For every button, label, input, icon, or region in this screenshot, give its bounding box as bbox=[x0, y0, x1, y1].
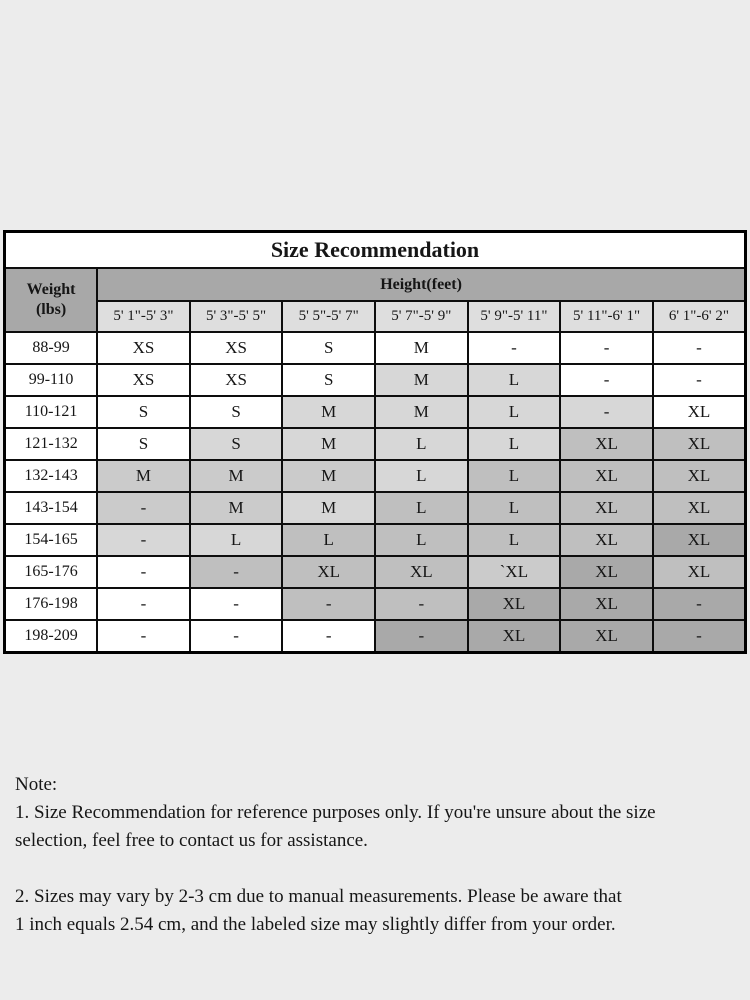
height-range-header-4: 5' 7"-5' 9" bbox=[375, 301, 468, 332]
size-cell: M bbox=[190, 460, 283, 492]
height-range-header-5: 5' 9"-5' 11" bbox=[468, 301, 561, 332]
height-range-header-1: 5' 1"-5' 3" bbox=[97, 301, 190, 332]
size-cell: XL bbox=[653, 524, 746, 556]
table-header-row-top bbox=[5, 268, 746, 301]
weight-header-line2: (lbs) bbox=[35, 301, 67, 318]
size-cell: - bbox=[190, 620, 283, 653]
note-2-line-2: 1 inch equals 2.54 cm, and the labeled size may slightly differ from your order. bbox=[15, 914, 616, 935]
table-row bbox=[5, 620, 746, 653]
weight-range-label: 143-154 bbox=[5, 492, 98, 524]
height-range-header-2: 5' 3"-5' 5" bbox=[190, 301, 283, 332]
table-row bbox=[5, 492, 746, 524]
size-cell: M bbox=[375, 396, 468, 428]
size-cell: - bbox=[282, 588, 375, 620]
table-row bbox=[5, 588, 746, 620]
size-cell: XL bbox=[468, 588, 561, 620]
size-cell: M bbox=[375, 364, 468, 396]
table-row bbox=[5, 524, 746, 556]
weight-range-label: 154-165 bbox=[5, 524, 98, 556]
size-cell: XL bbox=[560, 460, 653, 492]
size-cell: L bbox=[468, 524, 561, 556]
size-cell: L bbox=[282, 524, 375, 556]
size-cell: XL bbox=[282, 556, 375, 588]
table-row bbox=[5, 364, 746, 396]
weight-range-label: 198-209 bbox=[5, 620, 98, 653]
size-cell: L bbox=[375, 460, 468, 492]
size-cell: XL bbox=[653, 460, 746, 492]
size-cell: M bbox=[190, 492, 283, 524]
table-title-row bbox=[5, 232, 746, 269]
table-row bbox=[5, 332, 746, 364]
weight-range-label: 165-176 bbox=[5, 556, 98, 588]
size-cell: XL bbox=[560, 556, 653, 588]
height-range-header-6: 5' 11"-6' 1" bbox=[560, 301, 653, 332]
size-cell: - bbox=[653, 332, 746, 364]
size-table-body bbox=[5, 332, 746, 653]
size-cell: - bbox=[282, 620, 375, 653]
size-recommendation-table bbox=[3, 230, 747, 654]
size-cell: S bbox=[97, 428, 190, 460]
size-cell: L bbox=[468, 428, 561, 460]
size-cell: XL bbox=[653, 492, 746, 524]
size-cell: M bbox=[282, 396, 375, 428]
table-header-row-heights bbox=[5, 301, 746, 332]
size-cell: L bbox=[375, 524, 468, 556]
note-1-line-2: selection, feel free to contact us for assistance. bbox=[15, 830, 368, 851]
size-cell: M bbox=[282, 460, 375, 492]
size-cell: L bbox=[375, 492, 468, 524]
size-cell: L bbox=[468, 460, 561, 492]
size-cell: XL bbox=[653, 396, 746, 428]
size-cell: M bbox=[282, 492, 375, 524]
size-cell: S bbox=[190, 428, 283, 460]
size-cell: - bbox=[653, 620, 746, 653]
notes-section bbox=[15, 771, 740, 939]
height-range-header-3: 5' 5"-5' 7" bbox=[282, 301, 375, 332]
height-column-group-header: Height(feet) bbox=[97, 268, 745, 301]
size-cell: XL bbox=[560, 620, 653, 653]
size-cell: XL bbox=[653, 428, 746, 460]
table-row bbox=[5, 460, 746, 492]
size-cell: - bbox=[375, 588, 468, 620]
size-cell: XS bbox=[97, 332, 190, 364]
note-1-line-1: 1. Size Recommendation for reference purposes only. If you're unsure about the size bbox=[15, 802, 656, 823]
weight-range-label: 121-132 bbox=[5, 428, 98, 460]
size-cell: XS bbox=[190, 364, 283, 396]
weight-range-label: 99-110 bbox=[5, 364, 98, 396]
size-cell: - bbox=[560, 364, 653, 396]
size-cell: - bbox=[190, 588, 283, 620]
weight-range-label: 110-121 bbox=[5, 396, 98, 428]
size-cell: - bbox=[190, 556, 283, 588]
size-cell: XS bbox=[97, 364, 190, 396]
size-cell: XL bbox=[375, 556, 468, 588]
notes-heading: Note: bbox=[15, 774, 58, 795]
note-2-line-1: 2. Sizes may vary by 2-3 cm due to manual measurements. Please be aware that bbox=[15, 886, 622, 907]
table-row bbox=[5, 396, 746, 428]
size-cell: L bbox=[190, 524, 283, 556]
size-cell: S bbox=[190, 396, 283, 428]
notes-paragraph-gap bbox=[15, 855, 740, 883]
size-cell: S bbox=[97, 396, 190, 428]
size-cell: XL bbox=[560, 492, 653, 524]
size-cell: XL bbox=[468, 620, 561, 653]
size-cell: XL bbox=[560, 524, 653, 556]
size-cell: - bbox=[97, 524, 190, 556]
size-cell: - bbox=[97, 556, 190, 588]
table-row bbox=[5, 556, 746, 588]
table-row bbox=[5, 428, 746, 460]
size-cell: XL bbox=[560, 588, 653, 620]
size-cell: - bbox=[468, 332, 561, 364]
size-cell: - bbox=[653, 588, 746, 620]
size-cell: M bbox=[97, 460, 190, 492]
size-cell: XL bbox=[560, 428, 653, 460]
size-cell: S bbox=[282, 332, 375, 364]
weight-range-label: 88-99 bbox=[5, 332, 98, 364]
size-cell: M bbox=[375, 332, 468, 364]
size-cell: - bbox=[97, 620, 190, 653]
size-cell: L bbox=[468, 364, 561, 396]
size-cell: XS bbox=[190, 332, 283, 364]
size-cell: - bbox=[375, 620, 468, 653]
weight-range-label: 132-143 bbox=[5, 460, 98, 492]
size-cell: L bbox=[468, 396, 561, 428]
size-cell: M bbox=[282, 428, 375, 460]
size-cell: L bbox=[468, 492, 561, 524]
size-cell: - bbox=[97, 588, 190, 620]
weight-column-header bbox=[5, 268, 98, 332]
size-cell: - bbox=[97, 492, 190, 524]
size-cell: - bbox=[653, 364, 746, 396]
weight-range-label: 176-198 bbox=[5, 588, 98, 620]
size-cell: - bbox=[560, 396, 653, 428]
size-cell: L bbox=[375, 428, 468, 460]
height-range-header-7: 6' 1"-6' 2" bbox=[653, 301, 746, 332]
size-cell: S bbox=[282, 364, 375, 396]
weight-header-line1: Weight bbox=[26, 281, 76, 298]
table-title: Size Recommendation bbox=[5, 232, 746, 269]
size-cell: XL bbox=[653, 556, 746, 588]
size-cell: - bbox=[560, 332, 653, 364]
size-cell: `XL bbox=[468, 556, 561, 588]
